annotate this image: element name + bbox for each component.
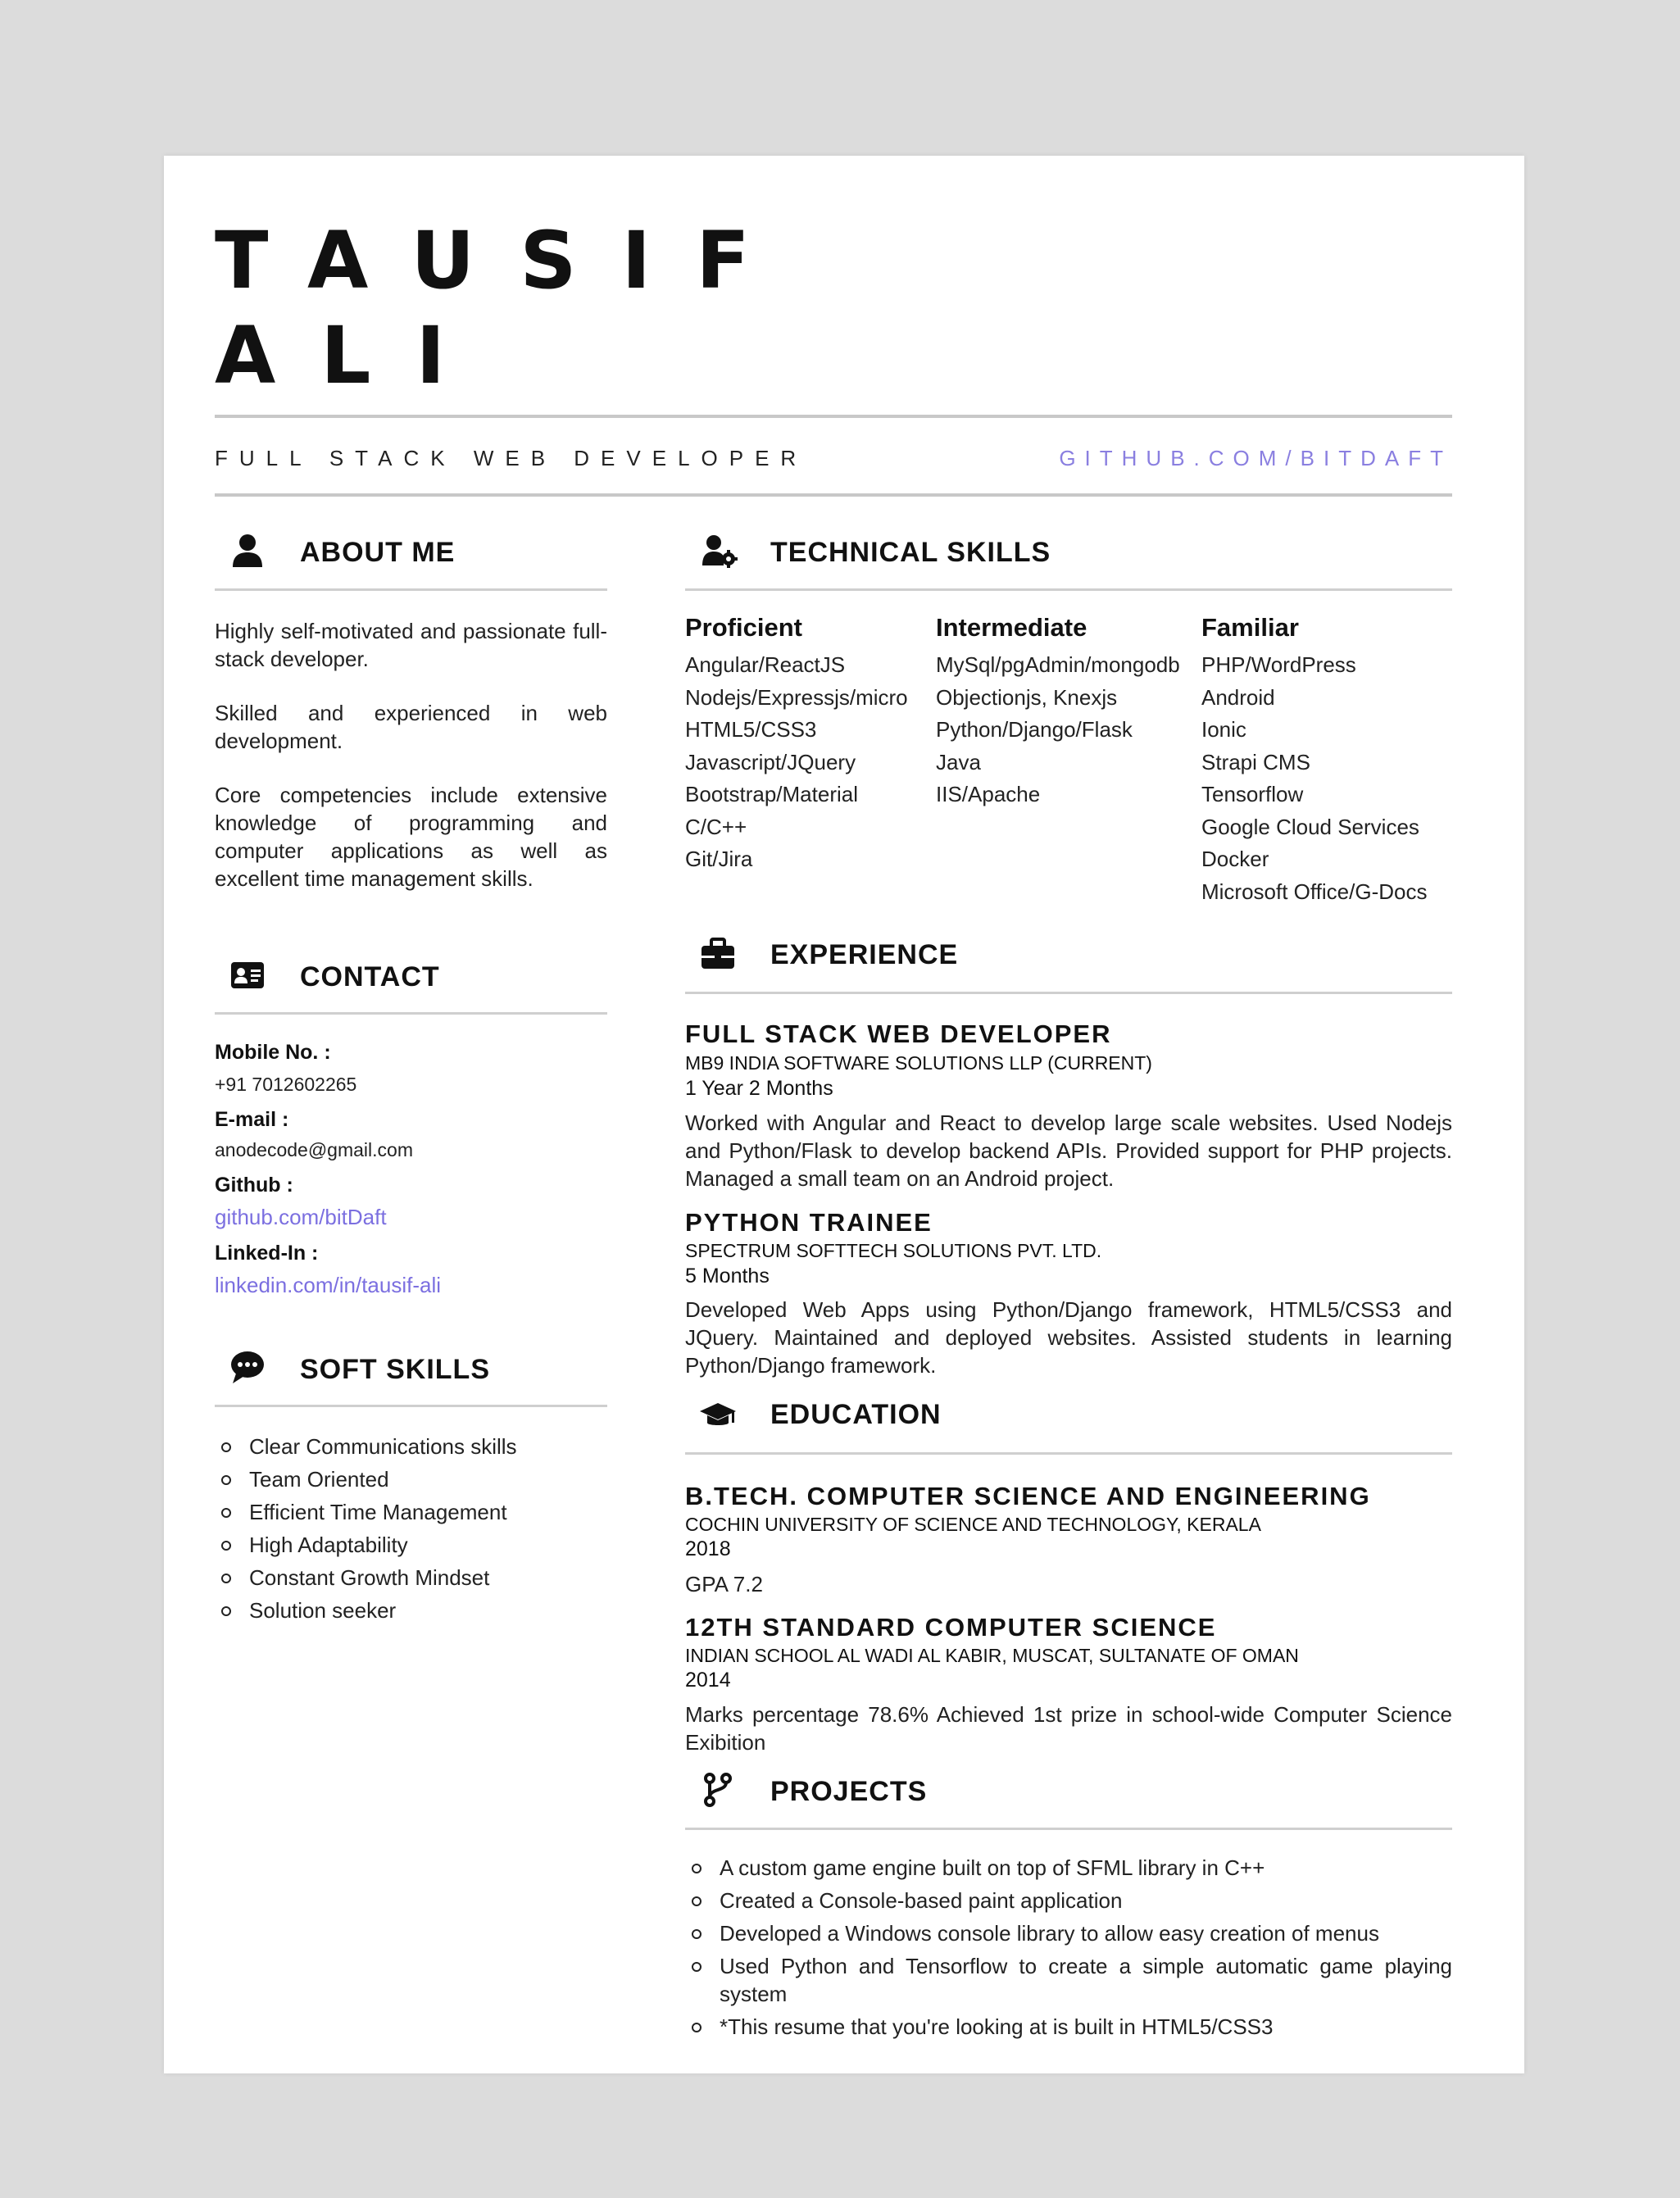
about-paragraph: Skilled and experienced in web development. bbox=[215, 701, 607, 753]
job-duration: 5 Months bbox=[685, 1265, 770, 1287]
linkedin-label: Linked-In : bbox=[215, 1242, 319, 1265]
list-item: Clear Communications skills bbox=[215, 1433, 607, 1460]
list-item: Developed a Windows console library to allow easy creation of menus bbox=[685, 1919, 1452, 1947]
skill-item: Ionic bbox=[1201, 717, 1246, 742]
skill-item: Javascript/JQuery bbox=[685, 749, 856, 774]
familiar-column bbox=[1201, 613, 1427, 908]
education-year: 2018 bbox=[685, 1537, 731, 1560]
skill-item: Tensorflow bbox=[1201, 782, 1304, 806]
skill-item: Python/Django/Flask bbox=[936, 717, 1133, 742]
skill-item: Angular/ReactJS bbox=[685, 652, 846, 677]
id-card-icon bbox=[229, 957, 266, 993]
linkedin-link[interactable]: linkedin.com/in/tausif-ali bbox=[215, 1273, 442, 1297]
skill-item: Git/Jira bbox=[685, 847, 753, 871]
email-label: E-mail : bbox=[215, 1108, 289, 1131]
last-name: ALI bbox=[215, 310, 491, 402]
skill-item: Bootstrap/Material bbox=[685, 782, 858, 806]
education-divider bbox=[685, 1452, 1452, 1455]
skill-item: Google Cloud Services bbox=[1201, 814, 1419, 839]
job-duration: 1 Year 2 Months bbox=[685, 1077, 833, 1100]
job-description: Worked with Angular and React to develop large scale websites. Used Nodejs and Python/Flask to develop backend APIs. Provided support for PHP projects. Managed a small team on an Android project. bbox=[685, 1110, 1452, 1191]
resume-page bbox=[164, 156, 1524, 2073]
degree-title: 12TH STANDARD COMPUTER SCIENCE bbox=[685, 1613, 1217, 1642]
intermediate-column bbox=[936, 613, 1180, 811]
job-title: PYTHON TRAINEE bbox=[685, 1208, 933, 1237]
first-name: TAUSIF bbox=[215, 215, 795, 307]
technical-skills-divider bbox=[685, 588, 1452, 591]
school-name: COCHIN UNIVERSITY OF SCIENCE AND TECHNOLOGY, KERALA bbox=[685, 1514, 1261, 1535]
about-title: ABOUT ME bbox=[300, 537, 456, 568]
code-branch-icon bbox=[700, 1772, 736, 1808]
experience-title: EXPERIENCE bbox=[770, 939, 959, 970]
education-detail: GPA 7.2 bbox=[685, 1572, 763, 1596]
graduation-cap-icon bbox=[700, 1396, 736, 1433]
education-title: EDUCATION bbox=[770, 1399, 942, 1430]
user-gear-icon bbox=[702, 533, 738, 569]
education-year: 2014 bbox=[685, 1669, 731, 1692]
skill-item: Objectionjs, Knexjs bbox=[936, 684, 1118, 710]
skill-item: Java bbox=[936, 749, 981, 774]
header-github-link[interactable]: GITHUB.COM/BITDAFT bbox=[1059, 446, 1452, 470]
intermediate-heading: Intermediate bbox=[936, 613, 1087, 642]
company-name: SPECTRUM SOFTTECH SOLUTIONS PVT. LTD. bbox=[685, 1240, 1102, 1261]
skill-item: Strapi CMS bbox=[1201, 749, 1310, 774]
list-item: *This resume that you're looking at is built in HTML5/CSS3 bbox=[685, 2013, 1452, 2041]
projects-title: PROJECTS bbox=[770, 1776, 928, 1807]
skill-item: C/C++ bbox=[685, 814, 747, 839]
list-item: High Adaptability bbox=[215, 1531, 607, 1559]
list-item: Team Oriented bbox=[215, 1465, 607, 1493]
skill-item: HTML5/CSS3 bbox=[685, 717, 817, 742]
list-item: Created a Console-based paint application bbox=[685, 1887, 1452, 1914]
experience-divider bbox=[685, 992, 1452, 994]
skill-item: PHP/WordPress bbox=[1201, 652, 1356, 677]
familiar-heading: Familiar bbox=[1201, 613, 1299, 642]
skill-item: Android bbox=[1201, 684, 1275, 710]
list-item: Used Python and Tensorflow to create a simple automatic game playing system bbox=[685, 1952, 1452, 2008]
list-item: A custom game engine built on top of SFML library in C++ bbox=[685, 1854, 1452, 1882]
soft-skills-divider bbox=[215, 1405, 607, 1407]
list-item: Constant Growth Mindset bbox=[215, 1564, 607, 1592]
skill-item: IIS/Apache bbox=[936, 782, 1041, 806]
soft-skills-list bbox=[215, 1433, 607, 1629]
job-description: Developed Web Apps using Python/Django framework, HTML5/CSS3 and JQuery. Maintained and deployed websites. Assisted students in learning Python/Django framework. bbox=[685, 1297, 1452, 1378]
degree-title: B.TECH. COMPUTER SCIENCE AND ENGINEERING bbox=[685, 1482, 1371, 1510]
school-name: INDIAN SCHOOL AL WADI AL KABIR, MUSCAT, SULTANATE OF OMAN bbox=[685, 1645, 1299, 1666]
skill-item: Docker bbox=[1201, 847, 1269, 871]
about-paragraph: Core competencies include extensive knowledge of programming and computer applications as well as excellent time management skills. bbox=[215, 783, 607, 891]
contact-divider bbox=[215, 1012, 607, 1015]
mobile-label: Mobile No. : bbox=[215, 1041, 331, 1064]
company-name: MB9 INDIA SOFTWARE SOLUTIONS LLP (CURRENT) bbox=[685, 1052, 1152, 1074]
user-icon bbox=[229, 533, 266, 569]
job-title: FULL STACK WEB DEVELOPER bbox=[685, 1020, 1112, 1048]
about-divider bbox=[215, 588, 607, 591]
github-label: Github : bbox=[215, 1174, 293, 1197]
job-role: FULL STACK WEB DEVELOPER bbox=[215, 446, 808, 470]
mobile-value: +91 7012602265 bbox=[215, 1074, 357, 1095]
header-bottom-divider bbox=[215, 493, 1452, 497]
technical-skills-title: TECHNICAL SKILLS bbox=[770, 537, 1051, 568]
github-link[interactable]: github.com/bitDaft bbox=[215, 1205, 387, 1229]
skill-item: Nodejs/Expressjs/micro bbox=[685, 684, 908, 710]
list-item: Efficient Time Management bbox=[215, 1498, 607, 1526]
briefcase-icon bbox=[700, 936, 736, 972]
header-top-divider bbox=[215, 415, 1452, 418]
projects-list bbox=[685, 1854, 1452, 2046]
education-detail: Marks percentage 78.6% Achieved 1st prize in school-wide Computer Science Exibition bbox=[685, 1702, 1452, 1755]
soft-skills-title: SOFT SKILLS bbox=[300, 1354, 490, 1385]
email-value[interactable]: anodecode@gmail.com bbox=[215, 1139, 413, 1160]
about-paragraph: Highly self-motivated and passionate full-stack developer. bbox=[215, 619, 607, 671]
skill-item: MySql/pgAdmin/mongodb bbox=[936, 652, 1180, 677]
list-item: Solution seeker bbox=[215, 1596, 607, 1624]
chat-bubble-icon bbox=[229, 1349, 266, 1385]
skill-item: Microsoft Office/G-Docs bbox=[1201, 879, 1428, 904]
proficient-column bbox=[685, 613, 908, 876]
proficient-heading: Proficient bbox=[685, 613, 802, 642]
contact-title: CONTACT bbox=[300, 961, 440, 992]
projects-divider bbox=[685, 1828, 1452, 1830]
